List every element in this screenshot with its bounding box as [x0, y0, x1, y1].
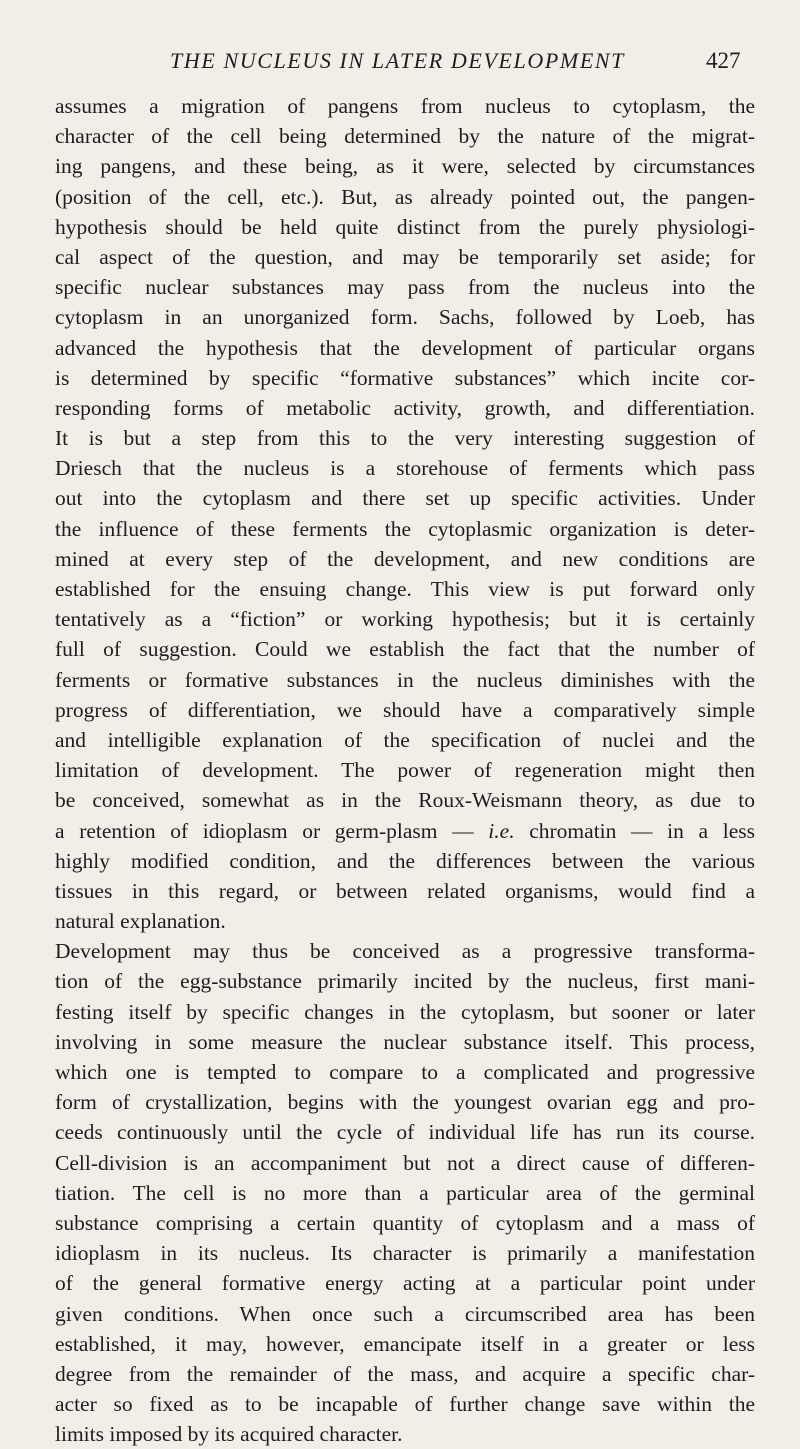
text-line: and intelligible explanation of the specification of nuclei and the: [55, 727, 755, 752]
text-line: the influence of these ferments the cytoplasmic organization is deter-: [55, 516, 755, 541]
text-line: mined at every step of the development, and new conditions are: [55, 546, 755, 571]
text-line: established for the ensuing change. This view is put forward only: [55, 577, 755, 601]
text-line: Cell-division is an accompaniment but not a direct cause of differen-: [55, 1150, 755, 1175]
text-line: character of the cell being determined by the nature of the migrat-: [55, 124, 755, 149]
text-line: limitation of development. The power of regeneration might then: [55, 758, 755, 783]
text-line: out into the cytoplasm and there set up specific activities. Under: [55, 486, 755, 511]
text-line: specific nuclear substances may pass from the nucleus into the: [55, 275, 755, 300]
text-line: ceeds continuously until the cycle of individual life has run its course.: [55, 1120, 755, 1145]
text-line: acter so fixed as to be incapable of further change save within the: [55, 1392, 755, 1417]
text-line: of the general formative energy acting at a particular point under: [55, 1271, 755, 1296]
text-line: is determined by specific “formative substances” which incite cor-: [55, 365, 755, 390]
text-line: full of suggestion. Could we establish the fact that the number of: [55, 637, 755, 662]
body-text: [55, 91, 755, 1449]
text-line: assumes a migration of pangens from nucleus to cytoplasm, the: [55, 94, 755, 118]
text-line: natural explanation.: [55, 909, 226, 934]
text-line: advanced the hypothesis that the development of particular organs: [55, 335, 755, 360]
text-line: tentatively as a “fiction” or working hypothesis; but it is certainly: [55, 607, 755, 632]
text-line: substance comprising a certain quantity of cytoplasm and a mass of: [55, 1210, 755, 1235]
page-header: [0, 40, 800, 80]
text-line: tion of the egg-substance primarily incited by the nucleus, first mani-: [55, 969, 755, 994]
text-line: which one is tempted to compare to a complicated and progressive: [55, 1060, 755, 1085]
text-line: involving in some measure the nuclear substance itself. This process,: [55, 1029, 755, 1054]
text-line: form of crystallization, begins with the youngest ovarian egg and pro-: [55, 1090, 755, 1115]
text-line: tiation. The cell is no more than a particular area of the germinal: [55, 1180, 755, 1205]
text-line: given conditions. When once such a circumscribed area has been: [55, 1301, 755, 1326]
text-line: Driesch that the nucleus is a storehouse of ferments which pass: [55, 456, 755, 481]
text-line: established, it may, however, emancipate itself in a greater or less: [55, 1331, 755, 1356]
running-head: THE NUCLEUS IN LATER DEVELOPMENT: [170, 48, 625, 73]
text-line: hypothesis should be held quite distinct from the purely physiologi-: [55, 214, 755, 239]
text-line: limits imposed by its acquired character.: [55, 1422, 403, 1447]
text-line: festing itself by specific changes in the cytoplasm, but sooner or later: [55, 999, 755, 1024]
text-line: degree from the remainder of the mass, and acquire a specific char-: [55, 1361, 755, 1386]
text-line: cal aspect of the question, and may be temporarily set aside; for: [55, 244, 755, 269]
page-number: 427: [706, 48, 741, 73]
text-line: cytoplasm in an unorganized form. Sachs, followed by Loeb, has: [55, 305, 755, 330]
text-line: idioplasm in its nucleus. Its character is primarily a manifestation: [55, 1241, 755, 1266]
text-line: It is but a step from this to the very interesting suggestion of: [55, 426, 755, 451]
text-line: tissues in this regard, or between related organisms, would find a: [55, 878, 755, 903]
text-fragment: chromatin — in a less: [514, 818, 755, 843]
text-line: [55, 816, 755, 846]
text-line: progress of differentiation, we should have a comparatively simple: [55, 697, 755, 722]
text-line: responding forms of metabolic activity, growth, and differentiation.: [55, 395, 755, 420]
text-line: be conceived, somewhat as in the Roux-Weismann theory, as due to: [55, 788, 755, 813]
text-line: ing pangens, and these being, as it were, selected by circumstances: [55, 154, 755, 179]
text-fragment: a retention of idioplasm or germ-plasm —: [55, 818, 489, 843]
text-line: highly modified condition, and the differences between the various: [55, 848, 755, 873]
text-line: Development may thus be conceived as a progressive transforma-: [55, 939, 755, 964]
text-line: ferments or formative substances in the nucleus diminishes with the: [55, 667, 755, 692]
italic-abbreviation: i.e.: [488, 818, 515, 843]
text-line: (position of the cell, etc.). But, as already pointed out, the pangen-: [55, 184, 755, 209]
